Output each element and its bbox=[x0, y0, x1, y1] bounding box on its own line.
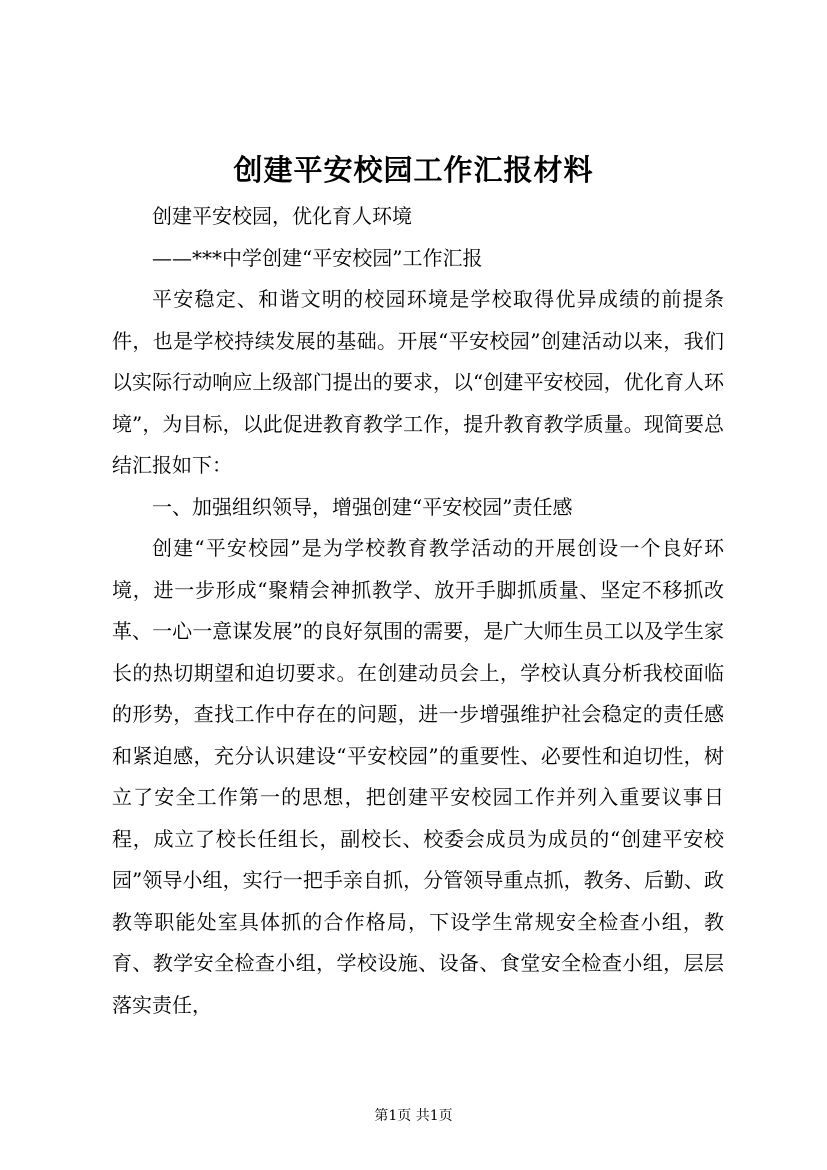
document-title: 创建平安校园工作汇报材料 bbox=[233, 153, 594, 187]
section-heading: 一、加强组织领导，增强创建“平安校园”责任感 bbox=[152, 494, 573, 519]
subheading-paragraph: ——***中学创建“平安校园”工作汇报 bbox=[152, 245, 483, 270]
page-footer: 第1页 共1页 bbox=[374, 1108, 453, 1124]
document-body bbox=[112, 196, 724, 1026]
intro-paragraph: 平安稳定、和谐文明的校园环境是学校取得优异成绩的前提条件，也是学校持续发展的基础。开展“平安校园”创建活动以来，我们以实际行动响应上级部门提出的要求，以“创建平安校园，优化育人环境”，为目标，以此促进教育教学工作，提升教育教学质量。现简要总结汇报如下： bbox=[112, 287, 724, 477]
subtitle-paragraph: 创建平安校园，优化育人环境 bbox=[152, 204, 412, 228]
section-paragraph: 创建“平安校园”是为学校教育教学活动的开展创设一个良好环境，进一步形成“聚精会神抓教学、放开手脚抓质量、坚定不移抓改革、一心一意谋发展”的良好氛围的需要，是广大师生员工以及学生家长的热切期望和迫切要求。在创建动员会上，学校认真分析我校面临的形势，查找工作中存在的问题，进一步增强维护社会稳定的责任感和紧迫感，充分认识建设“平安校园”的重要性、必要性和迫切性，树立了安全工作第一的思想，把创建平安校园工作并列入重要议事日程，成立了校长任组长，副校长、校委会成员为成员的“创建平安校园”领导小组，实行一把手亲自抓，分管领导重点抓，教务、后勤、政教等职能处室具体抓的合作格局，下设学生常规安全检查小组，教育、教学安全检查小组，学校设施、设备、食堂安全检查小组，层层落实责任， bbox=[112, 536, 724, 1017]
